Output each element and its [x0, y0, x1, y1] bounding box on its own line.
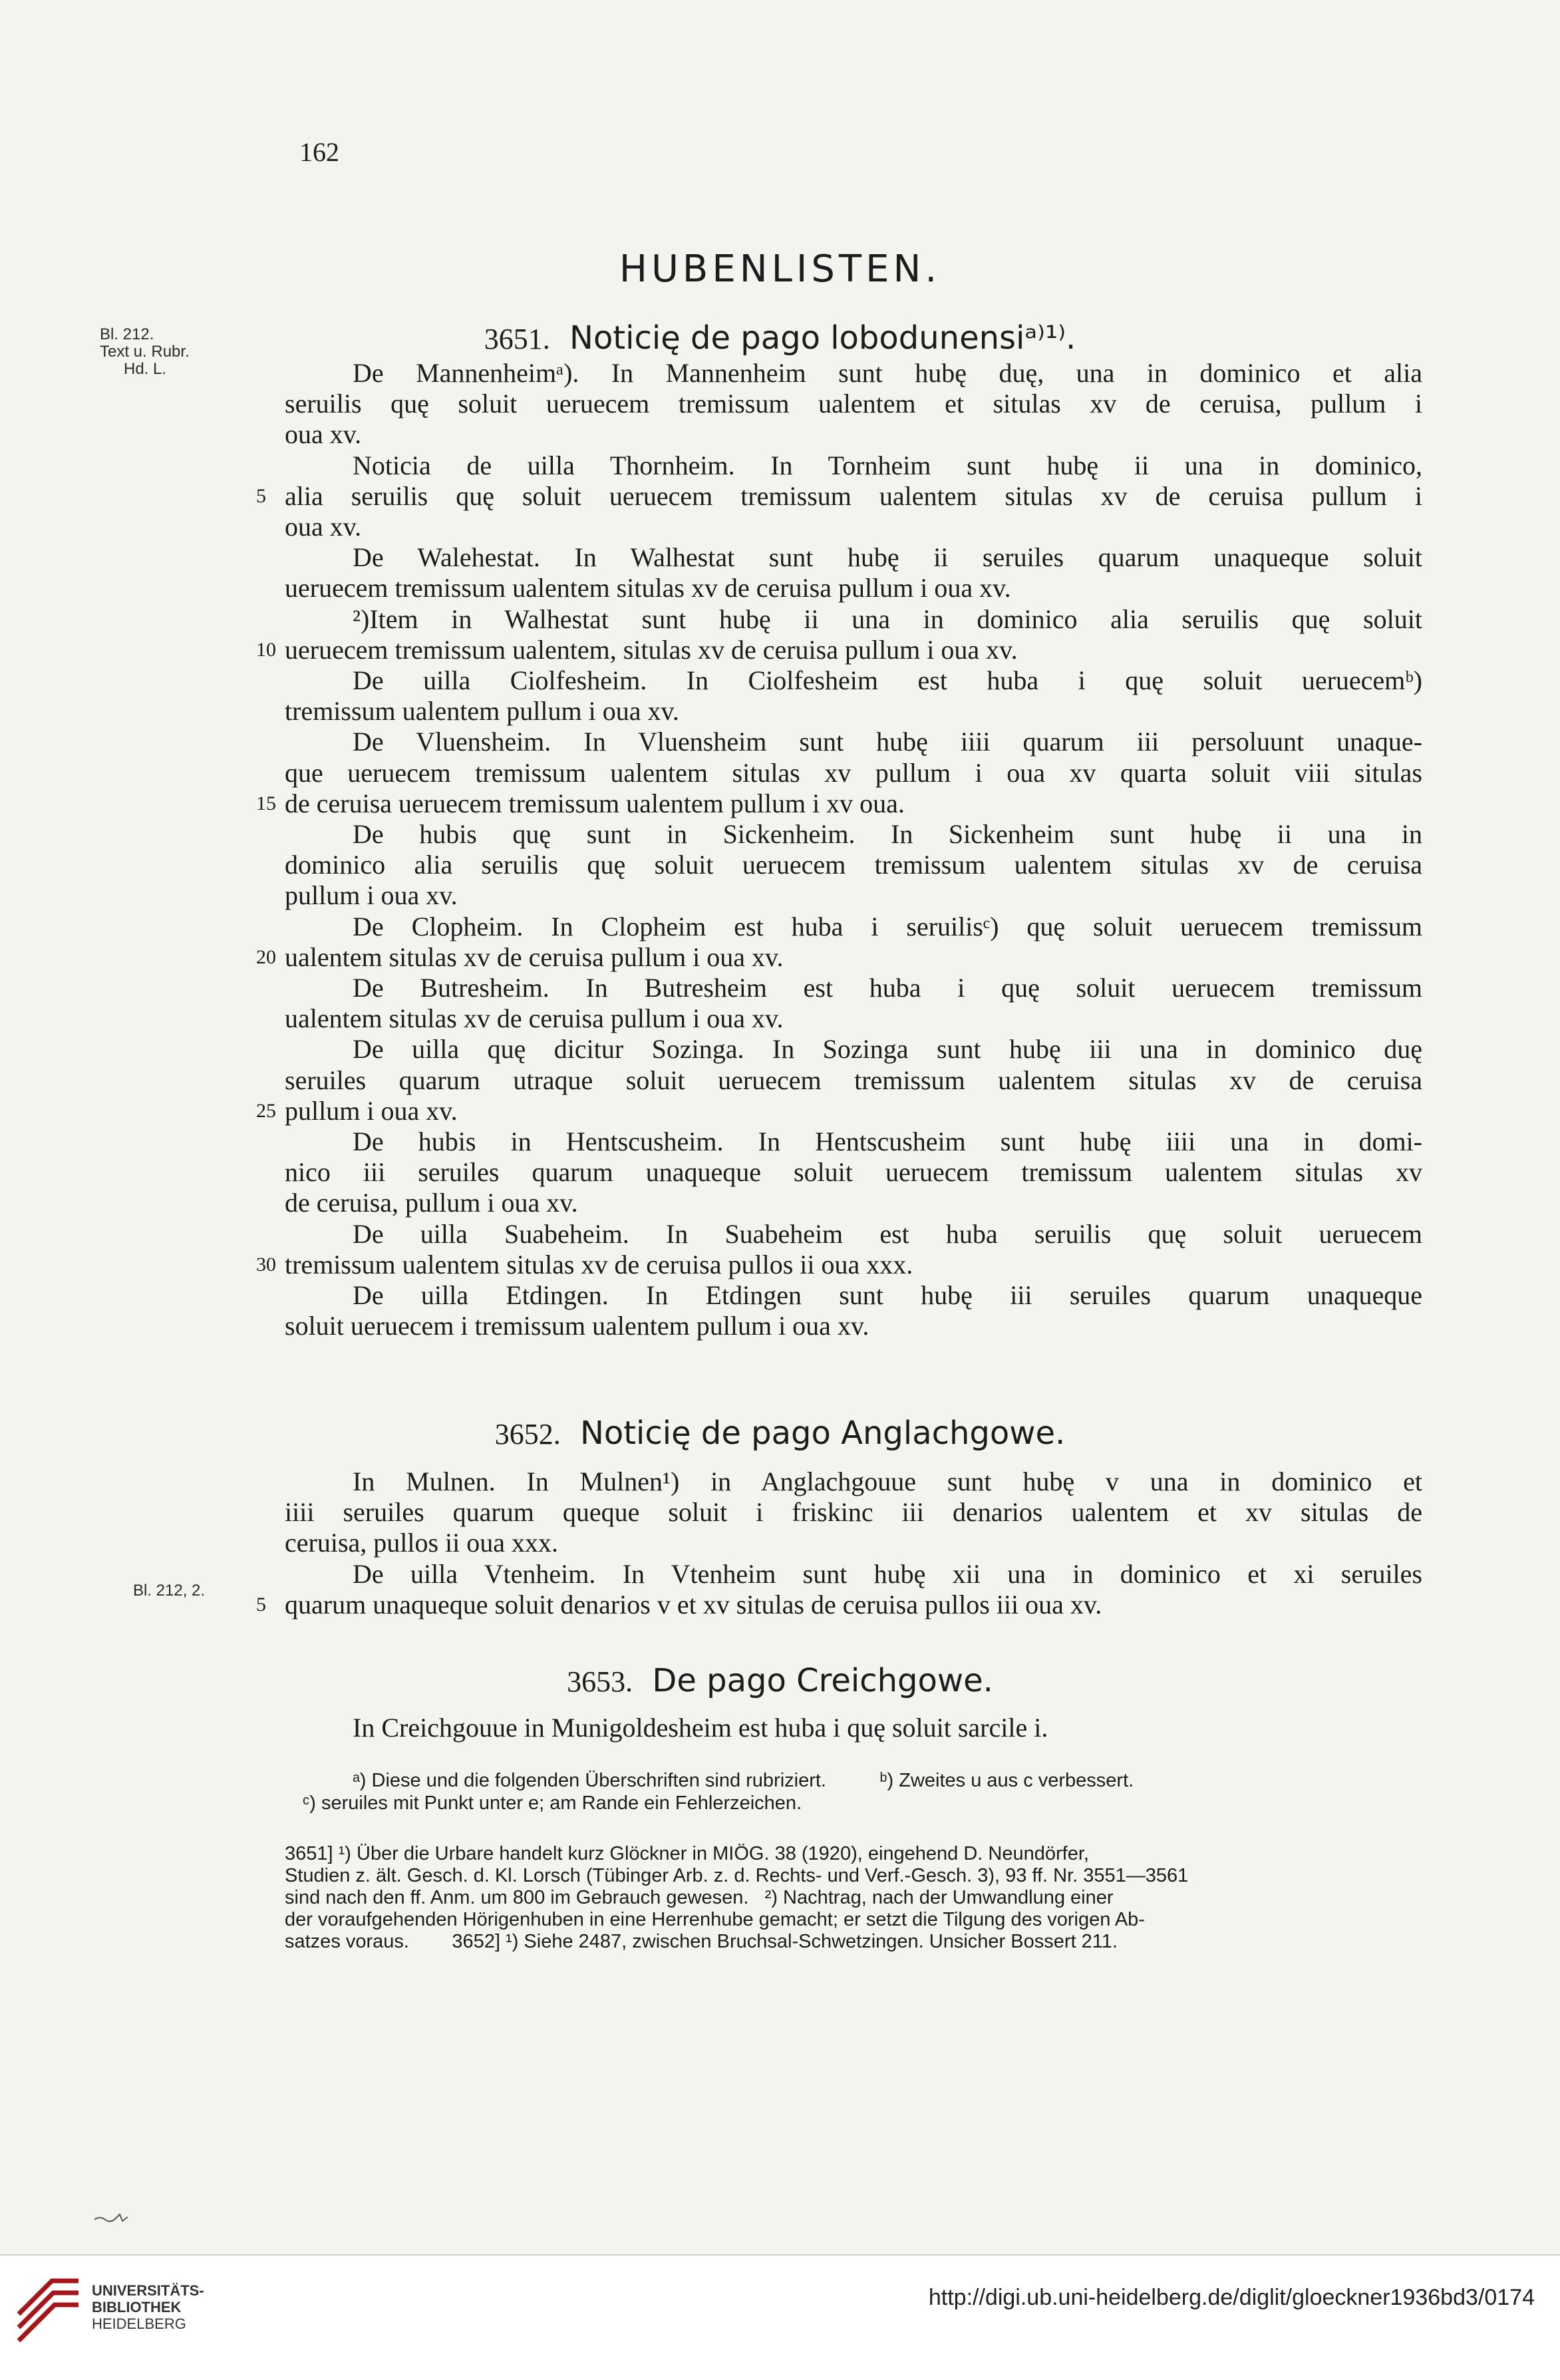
text-line: iiii seruiles quarum queque soluit i friskinc iii denarios ualentem et xv situlas de — [285, 1497, 1422, 1528]
section-title: Noticię de pago Anglachgowe. — [579, 1415, 1066, 1452]
page-number: 162 — [299, 137, 339, 167]
text-line: De uilla Ciolfesheim. In Ciolfesheim est huba i quę soluit ueruecemᵇ) — [353, 665, 1422, 695]
library-logo-icon — [12, 2274, 85, 2347]
page-title: HUBENLISTEN. — [619, 248, 941, 291]
text-line: que ueruecem tremissum ualentem situlas xv pullum i oua xv quarta soluit viii situlas — [285, 757, 1422, 788]
text-line: nico iii seruiles quarum unaqueque soluit ueruecem tremissum ualentem situlas xv — [285, 1157, 1422, 1188]
section-number: 3653. — [567, 1665, 633, 1698]
library-name-line: UNIVERSITÄTS- — [92, 2282, 204, 2299]
text-line: ²)Item in Walhestat sunt hubę ii una in dominico alia seruilis quę soluit — [353, 603, 1422, 634]
text-line: De uilla Vtenheim. In Vtenheim sunt hubę xii una in dominico et xi seruiles — [353, 1558, 1422, 1589]
footnote-line: Studien z. ält. Gesch. d. Kl. Lorsch (Tübinger Arb. z. d. Rechts- und Verf.-Gesch. 3), 93 ff. Nr. 3551—3561 — [285, 1865, 1189, 1886]
margin-note-line: Hd. L. — [124, 360, 167, 378]
footnote-line: 3651] ¹) Über die Urbare handelt kurz Glöckner in MIÖG. 38 (1920), eingehend D. Neundörfer, — [285, 1843, 1089, 1864]
text-line: pullum i oua xv. — [285, 1095, 458, 1126]
section-heading-3651 — [0, 319, 1560, 357]
section-heading-3652 — [0, 1415, 1560, 1452]
text-line: ualentem situlas xv de ceruisa pullum i oua xv. — [285, 1003, 784, 1034]
text-line: De uilla quę dicitur Sozinga. In Sozinga sunt hubę iii una in dominico duę — [353, 1034, 1422, 1065]
text-line: De hubis in Hentscusheim. In Hentscusheim sunt hubę iiii una in domi- — [353, 1126, 1422, 1156]
line-number: 5 — [256, 1593, 266, 1615]
text-line: tremissum ualentem pullum i oua xv. — [285, 696, 679, 727]
section-heading-3653 — [0, 1662, 1560, 1699]
library-name-line: HEIDELBERG — [92, 2315, 186, 2332]
text-line: ueruecem tremissum ualentem, situlas xv de ceruisa pullum i oua xv. — [285, 634, 1018, 665]
section-title: Noticię de pago lobodunensiᵃ⁾¹⁾. — [569, 319, 1076, 357]
footnote-line: satzes voraus. 3652] ¹) Siehe 2487, zwischen Bruchsal-Schwetzingen. Unsicher Bossert 211. — [285, 1931, 1118, 1952]
text-line: Noticia de uilla Thornheim. In Tornheim sunt hubę ii una in dominico, — [353, 450, 1422, 480]
text-line: pullum i oua xv. — [285, 880, 458, 911]
viewer-footer — [0, 2254, 1560, 2380]
footnote-line: ᶜ) seruiles mit Punkt unter e; am Rande ein Fehlerzeichen. — [303, 1792, 802, 1814]
text-line: oua xv. — [285, 419, 362, 450]
margin-note-line: Bl. 212. — [100, 325, 154, 343]
text-line: De Vluensheim. In Vluensheim sunt hubę iiii quarum iii persoluunt unaque- — [353, 727, 1422, 757]
line-number: 15 — [256, 792, 276, 814]
text-line: ceruisa, pullos ii oua xxx. — [285, 1528, 559, 1558]
line-number: 25 — [256, 1099, 276, 1122]
footnote-line: sind nach den ff. Anm. um 800 im Gebrauch gewesen. ²) Nachtrag, nach der Umwandlung einer — [285, 1887, 1114, 1908]
line-number: 30 — [256, 1253, 276, 1275]
text-line: de ceruisa ueruecem tremissum ualentem pullum i xv oua. — [285, 788, 905, 818]
scan-mark-icon — [93, 2210, 133, 2225]
library-name-line: BIBLIOTHEK — [92, 2299, 182, 2315]
section-number: 3651. — [484, 323, 550, 355]
text-line: soluit ueruecem i tremissum ualentem pullum i oua xv. — [285, 1311, 869, 1341]
line-number: 10 — [256, 638, 276, 661]
text-line: alia seruilis quę soluit ueruecem tremissum ualentem situlas xv de ceruisa pullum i — [285, 480, 1422, 511]
text-line: De hubis quę sunt in Sickenheim. In Sickenheim sunt hubę ii una in — [353, 819, 1422, 849]
footnote-line: ᵃ) Diese und die folgenden Überschriften sind rubriziert. ᵇ) Zweites u aus c verbessert. — [353, 1770, 1134, 1791]
text-line: ualentem situlas xv de ceruisa pullum i oua xv. — [285, 941, 784, 972]
text-line: ueruecem tremissum ualentem situlas xv de ceruisa pullum i oua xv. — [285, 573, 1011, 603]
text-line: dominico alia seruilis quę soluit ueruecem tremissum ualentem situlas xv de ceruisa — [285, 850, 1422, 880]
section-number: 3652. — [494, 1418, 561, 1450]
text-line: de ceruisa, pullum i oua xv. — [285, 1188, 578, 1218]
text-line: In Mulnen. In Mulnen¹) in Anglachgouue sunt hubę v una in dominico et — [353, 1466, 1422, 1496]
text-line: De Walehestat. In Walhestat sunt hubę ii seruiles quarum unaqueque soluit — [353, 542, 1422, 573]
permalink-url[interactable]: http://digi.ub.uni-heidelberg.de/diglit/gloeckner1936bd3/0174 — [928, 2285, 1535, 2310]
text-line: seruilis quę soluit ueruecem tremissum ualentem et situlas xv de ceruisa, pullum i — [285, 389, 1422, 419]
text-line: oua xv. — [285, 512, 362, 542]
text-line: De uilla Etdingen. In Etdingen sunt hubę iii seruiles quarum unaqueque — [353, 1280, 1422, 1310]
text-line: seruiles quarum utraque soluit ueruecem tremissum ualentem situlas xv de ceruisa — [285, 1065, 1422, 1095]
text-line: De Mannenheimᵃ). In Mannenheim sunt hubę duę, una in dominico et alia — [353, 358, 1422, 388]
text-line: De Clopheim. In Clopheim est huba i seruilisᶜ) quę soluit ueruecem tremissum — [353, 911, 1422, 941]
margin-note-second: Bl. 212, 2. — [133, 1582, 206, 1600]
line-number: 5 — [256, 484, 266, 507]
margin-note-line: Text u. Rubr. — [100, 343, 190, 361]
text-line: tremissum ualentem situlas xv de ceruisa pullos ii oua xxx. — [285, 1249, 913, 1279]
text-line: De uilla Suabeheim. In Suabeheim est huba seruilis quę soluit ueruecem — [353, 1218, 1422, 1249]
text-line: quarum unaqueque soluit denarios v et xv situlas de ceruisa pullos iii oua xv. — [285, 1589, 1102, 1619]
section-title: De pago Creichgowe. — [652, 1662, 993, 1699]
section-3653-text: In Creichgouue in Munigoldesheim est huba i quę soluit sarcile i. — [353, 1713, 1048, 1743]
footnote-line: der voraufgehenden Hörigenhuben in eine Herrenhube gemacht; er setzt die Tilgung des vorigen Ab- — [285, 1909, 1145, 1930]
line-number: 20 — [256, 945, 276, 968]
text-line: De Butresheim. In Butresheim est huba i quę soluit ueruecem tremissum — [353, 973, 1422, 1003]
